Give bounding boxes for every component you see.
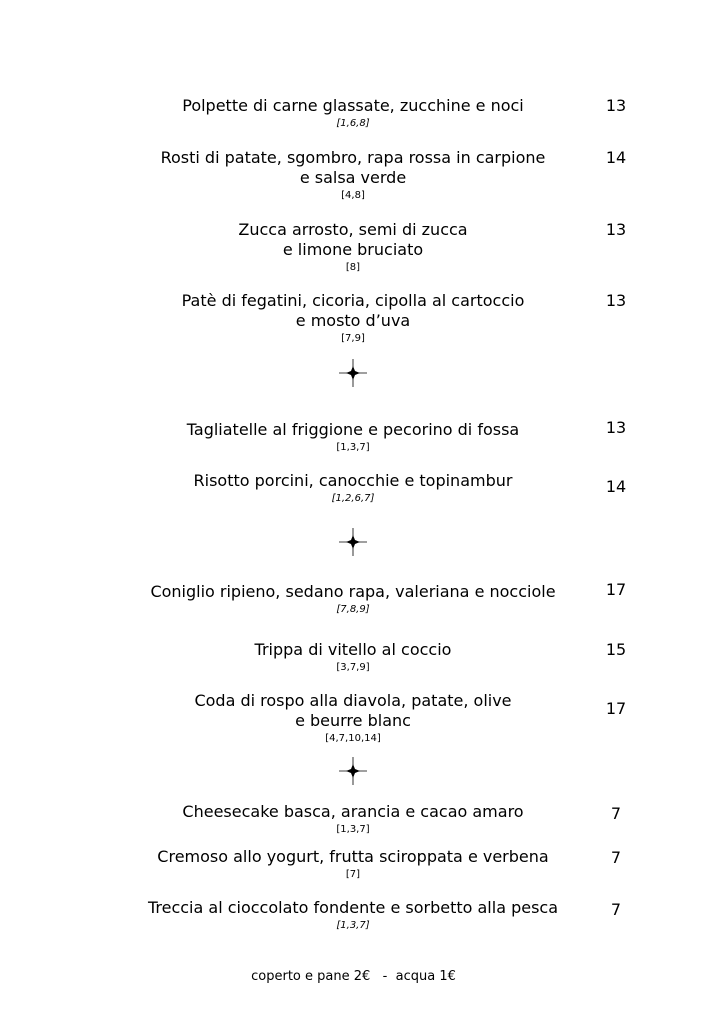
allergens: [4,7,10,14] — [325, 733, 381, 744]
dish-description — [100, 420, 606, 454]
dish-name: Trippa di vitello al coccio — [254, 640, 452, 659]
price: 13 — [605, 291, 627, 310]
dish-name: Patè di fegatini, cicoria, cipolla al cartoccio — [181, 291, 525, 310]
dish-name-continued: e beurre blanc — [295, 711, 411, 730]
dish-name: Coda di rospo alla diavola, patate, olive — [194, 691, 512, 710]
allergens: [7] — [345, 869, 361, 880]
star-divider-icon — [339, 528, 367, 556]
dish-name: Rosti di patate, sgombro, rapa rossa in carpione — [160, 148, 546, 167]
dish-name: Risotto porcini, canocchie e topinambur — [193, 471, 513, 490]
dish-name: Treccia al cioccolato fondente e sorbetto alla pesca — [147, 898, 559, 917]
dish-name: Polpette di carne glassate, zucchine e noci — [182, 96, 524, 115]
dish-description — [100, 148, 606, 202]
allergens: [8] — [345, 262, 361, 273]
dish-name-continued: e salsa verde — [299, 168, 407, 187]
dish-description — [100, 291, 606, 345]
price: 14 — [605, 148, 627, 167]
allergens: [7,9] — [341, 333, 365, 344]
allergens: [4,8] — [341, 190, 365, 201]
dish-name-continued: e limone bruciato — [282, 240, 424, 259]
price: 13 — [605, 418, 627, 437]
dish-name: Zucca arrosto, semi di zucca — [238, 220, 468, 239]
dish-name: Cremoso allo yogurt, frutta sciroppata e verbena — [157, 847, 549, 866]
price: 17 — [605, 699, 627, 718]
dish-description — [100, 898, 606, 932]
dish-description — [100, 220, 606, 274]
allergens: [1,6,8] — [336, 118, 370, 129]
star-divider-icon — [339, 359, 367, 387]
dish-name: Tagliatelle al friggione e pecorino di fossa — [186, 420, 520, 439]
price: 14 — [605, 477, 627, 496]
price: 13 — [605, 220, 627, 239]
dish-description — [100, 471, 606, 505]
dish-name-continued: e mosto d’uva — [295, 311, 411, 330]
price: 15 — [605, 640, 627, 659]
allergens: [7,8,9] — [336, 604, 370, 615]
dish-name: Coniglio ripieno, sedano rapa, valeriana e nocciole — [150, 582, 556, 601]
allergens: [1,3,7] — [336, 442, 370, 453]
star-divider-icon — [339, 757, 367, 785]
dish-description — [100, 691, 606, 745]
price: 7 — [610, 804, 622, 823]
dish-description — [100, 582, 606, 616]
dish-description — [100, 96, 606, 130]
footer-note: coperto e pane 2€ - acqua 1€ — [251, 969, 456, 984]
allergens: [1,3,7] — [336, 824, 370, 835]
price: 17 — [605, 580, 627, 599]
price: 13 — [605, 96, 627, 115]
allergens: [1,3,7] — [336, 920, 370, 931]
price: 7 — [610, 848, 622, 867]
dish-description — [100, 847, 606, 881]
allergens: [1,2,6,7] — [331, 493, 375, 504]
allergens: [3,7,9] — [336, 662, 370, 673]
dish-description — [100, 640, 606, 674]
dish-description — [100, 802, 606, 836]
price: 7 — [610, 900, 622, 919]
dish-name: Cheesecake basca, arancia e cacao amaro — [182, 802, 524, 821]
